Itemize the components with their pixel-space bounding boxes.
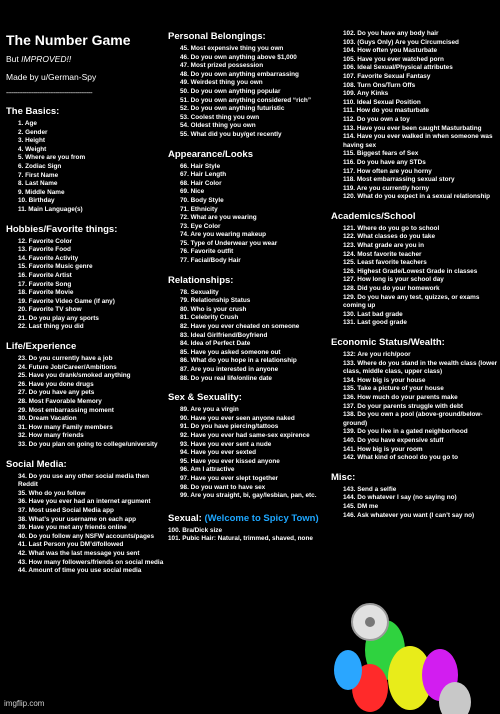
list-item: 82. Have you ever cheated on someone bbox=[180, 323, 300, 331]
list-item: 76. Favorite outfit bbox=[180, 248, 234, 256]
list-item: 42. What was the last message you sent bbox=[18, 549, 140, 557]
list-item: 72. What are you wearing bbox=[180, 214, 257, 222]
list-item: 130. Last bad grade bbox=[343, 310, 403, 318]
list-item: 123. What grade are you in bbox=[343, 242, 424, 250]
list-item: 13. Favorite Food bbox=[18, 246, 71, 254]
sections-left bbox=[6, 106, 164, 576]
list-item: 94. Have you ever sexted bbox=[180, 449, 257, 457]
column-left bbox=[6, 0, 164, 576]
list-item: 70. Body Style bbox=[180, 196, 224, 204]
section-title: Misc: bbox=[331, 471, 356, 483]
list-item: 119. Are you currently horny bbox=[343, 184, 430, 192]
list-item: 3. Height bbox=[18, 137, 45, 145]
list-item: 92. Have you ever had same-sex expirence bbox=[180, 431, 310, 439]
list-item: 12. Favorite Color bbox=[18, 237, 72, 245]
list-item: 91. Do you have piercing/tattoos bbox=[180, 423, 279, 431]
list-item: 30. Dream Vacation bbox=[18, 415, 77, 423]
list-item: 108. Turn Ons/Turn Offs bbox=[343, 81, 416, 89]
list-item: 6. Zodiac Sign bbox=[18, 162, 62, 170]
list-item: 5. Where are you from bbox=[18, 154, 86, 162]
section-title: Life/Experience bbox=[6, 341, 77, 353]
list-item: 115. Biggest fears of Sex bbox=[343, 150, 419, 158]
list-item: 105. Have you ever watched porn bbox=[343, 55, 444, 63]
list-item: 113. Have you ever been caught Masturbating bbox=[343, 124, 482, 132]
list-item: 78. Sexuality bbox=[180, 288, 219, 296]
section-title: Academics/School bbox=[331, 210, 416, 222]
list-item: 39. Have you met any friends online bbox=[18, 524, 127, 532]
list-item: 43. How many followers/friends on social media bbox=[18, 558, 164, 566]
list-item: 37. Most used Social Media app bbox=[18, 506, 114, 514]
list-item: 129. Do you have any test, quizzes, or exams coming up bbox=[343, 293, 480, 310]
list-item: 128. Did you do your homework bbox=[343, 285, 440, 293]
section-title: The Basics: bbox=[6, 106, 60, 117]
list-item: 46. Do you own anything above $1,000 bbox=[180, 53, 297, 61]
list-item: 95. Have you ever kissed anyone bbox=[180, 457, 280, 465]
list-item: 36. Have you ever had an internet argument bbox=[18, 498, 151, 506]
list-item: 79. Relationship Status bbox=[180, 297, 251, 305]
list-item: 96. Am I attractive bbox=[180, 466, 235, 474]
list-item: 4. Weight bbox=[18, 145, 47, 153]
list-item: 25. Have you drank/smoked anything bbox=[18, 372, 131, 380]
list-item: 55. What did you buy/get recently bbox=[180, 130, 282, 138]
list-item: 7. First Name bbox=[18, 171, 59, 179]
list-item: 132: Are you rich/poor bbox=[343, 351, 411, 358]
list-item: 83. Ideal Girlfriend/Boyfriend bbox=[180, 331, 268, 339]
list-item: 93. Have you ever sent a nude bbox=[180, 440, 272, 448]
list-item: 144. Do whatever I say (no saying no) bbox=[343, 494, 457, 502]
list-item: 67. Hair Length bbox=[180, 171, 227, 179]
list-item: 11. Main Language(s) bbox=[18, 205, 83, 213]
list-item: 126. Highest Grade/Lowest Grade in classes bbox=[343, 267, 478, 275]
sexual-items bbox=[168, 527, 328, 544]
list-item: 15. Favorite Music genre bbox=[18, 263, 93, 271]
list-item: 68. Hair Color bbox=[180, 179, 222, 187]
list-item: 32. How many friends bbox=[18, 432, 84, 440]
list-item: 87. Are you interested in anyone bbox=[180, 366, 279, 373]
list-item: 41. Last Person you DM’d/followed bbox=[18, 541, 124, 549]
list-item: 138. Do you own a pool (above-ground/below-ground) bbox=[343, 411, 483, 427]
list-item: 101. Pubic Hair: Natural, trimmed, shaved, none bbox=[168, 535, 313, 543]
list-item: 35. Who do you follow bbox=[18, 489, 86, 497]
list-item: 2. Gender bbox=[18, 128, 48, 136]
list-item: 103. (Guys Only) Are you Circumcised bbox=[343, 38, 459, 46]
list-item: 18. Favorite Movie bbox=[18, 289, 74, 297]
list-item: 98. Do you want to have sex bbox=[180, 483, 266, 491]
list-item: 50. Do you own anything popular bbox=[180, 87, 281, 95]
list-item: 66. Hair Style bbox=[180, 162, 221, 170]
list-item: 102. Do you have any body hair bbox=[343, 30, 439, 37]
list-item: 142. What kind of school do you go to bbox=[343, 454, 459, 462]
section-title: Hobbies/Favorite things: bbox=[6, 223, 118, 235]
list-item: 111. How do you masturbate bbox=[343, 107, 429, 115]
list-item: 14. Favorite Activity bbox=[18, 254, 79, 262]
list-item: 31. How many Family members bbox=[18, 423, 113, 431]
list-item: 140. Do you have expensive stuff bbox=[343, 436, 444, 444]
list-item: 71. Ethnicity bbox=[180, 205, 218, 213]
list-item: 69. Nice bbox=[180, 188, 205, 196]
list-item: 125. Least favorite teachers bbox=[343, 259, 427, 267]
list-item: 17. Favorite Song bbox=[18, 280, 72, 288]
list-item: 23. Do you currently have a job bbox=[18, 355, 113, 363]
list-item: 117. How often are you horny bbox=[343, 167, 432, 175]
list-item: 38. What’s your username on each app bbox=[18, 515, 137, 523]
divider-rule: ----------------------------------------------- bbox=[6, 90, 93, 97]
list-item: 122. What classes do you take bbox=[343, 233, 435, 241]
list-item: 89. Are you a virgin bbox=[180, 406, 239, 414]
list-item: 74. Are you wearing makeup bbox=[180, 231, 267, 239]
list-item: 86. What do you hope in a relationship bbox=[180, 357, 297, 365]
list-item: 24. Future Job/Career/Ambitions bbox=[18, 363, 117, 371]
list-item: 1. Age bbox=[18, 120, 37, 127]
column-right bbox=[331, 30, 498, 520]
author-credit: Made by u/German-Spy bbox=[6, 72, 97, 82]
list-item: 80. Who is your crush bbox=[180, 305, 247, 313]
list-item: 26. Have you done drugs bbox=[18, 380, 94, 388]
list-item: 97. Have you ever slept together bbox=[180, 474, 279, 482]
list-item: 99. Are you straight, bi, gay/lesbian, pan, etc. bbox=[180, 492, 317, 500]
list-item: 120. What do you expect in a sexual relationship bbox=[343, 193, 491, 201]
column-middle bbox=[168, 22, 328, 544]
list-item: 77. Facial/Body Hair bbox=[180, 257, 241, 265]
list-item: 139. Do you live in a gated neighborhood bbox=[343, 428, 468, 436]
list-item: 47. Most prized possession bbox=[180, 62, 264, 70]
list-item: 90. Have you ever seen anyone naked bbox=[180, 414, 295, 422]
list-item: 100. Bra/Dick size bbox=[168, 526, 222, 534]
list-item: 48. Do you own anything embarrassing bbox=[180, 70, 299, 78]
list-item: 45. Most expensive thing you own bbox=[180, 45, 284, 52]
list-item: 114. Have you ever walked in when someone was having sex bbox=[343, 133, 493, 149]
list-item: 81. Celebrity Crush bbox=[180, 314, 239, 322]
watermark: imgflip.com bbox=[4, 699, 45, 708]
list-item: 109. Any Kinks bbox=[343, 90, 389, 98]
list-item: 53. Coolest thing you own bbox=[180, 113, 260, 121]
section-title: Social Media: bbox=[6, 458, 67, 470]
list-item: 34. Do you use any other social media then Reddit bbox=[18, 472, 150, 489]
list-item: 141. How big is your room bbox=[343, 445, 423, 453]
list-item: 19. Favorite Video Game (if any) bbox=[18, 297, 115, 305]
list-item: 131. Last good grade bbox=[343, 319, 407, 327]
list-item: 136. How much do your parents make bbox=[343, 393, 458, 401]
section-title-sexual: Sexual: (Welcome to Spicy Town) bbox=[168, 512, 319, 524]
list-item: 27. Do you have any pets bbox=[18, 389, 95, 397]
sections-right bbox=[331, 30, 498, 520]
section-title: Appearance/Looks bbox=[168, 148, 253, 160]
list-item: 135. Take a picture of your house bbox=[343, 385, 444, 393]
list-item: 28. Most Favorable Memory bbox=[18, 398, 102, 406]
list-item: 143. Send a selfie bbox=[343, 485, 397, 493]
list-item: 104. How often you Masturbate bbox=[343, 47, 438, 55]
list-item: 124. Most favorite teacher bbox=[343, 250, 422, 258]
list-item: 44. Amount of time you use social media bbox=[18, 567, 142, 575]
list-item: 22. Last thing you did bbox=[18, 323, 84, 331]
list-item: 145. DM me bbox=[343, 502, 379, 510]
list-item: 121. Where do you go to school bbox=[343, 224, 440, 232]
list-item: 106. Ideal Sexual/Physical attributes bbox=[343, 64, 453, 72]
balloons-and-cd-sticker bbox=[330, 600, 500, 714]
list-item: 110. Ideal Sexual Position bbox=[343, 98, 421, 106]
list-item: 85. Have you asked someone out bbox=[180, 348, 281, 356]
list-item: 107. Favorite Sexual Fantasy bbox=[343, 72, 431, 80]
list-item: 133. Where do you stand in the wealth class (lower class, middle class, upper class) bbox=[343, 359, 498, 376]
list-item: 33. Do you plan on going to college/university bbox=[18, 441, 158, 448]
list-item: 75. Type of Underwear you wear bbox=[180, 239, 278, 247]
subtitle: But IMPROVED!! bbox=[6, 54, 72, 64]
section-title: Economic Status/Wealth: bbox=[331, 337, 445, 348]
list-item: 20. Favorite TV show bbox=[18, 306, 82, 314]
list-item: 127. How long is your school day bbox=[343, 276, 444, 284]
list-item: 84. Idea of Perfect Date bbox=[180, 340, 251, 348]
list-item: 52. Do you own anything futuristic bbox=[180, 105, 285, 113]
list-item: 73. Eye Color bbox=[180, 222, 221, 230]
list-item: 10. Birthday bbox=[18, 197, 55, 205]
list-item: 112. Do you own a toy bbox=[343, 115, 410, 123]
page-title: The Number Game bbox=[6, 32, 131, 48]
list-item: 21. Do you play any sports bbox=[18, 314, 99, 322]
list-item: 118. Most embarrassing sexual story bbox=[343, 176, 455, 184]
list-item: 40. Do you follow any NSFW accounts/pages bbox=[18, 532, 155, 540]
section-title: Sex & Sexuality: bbox=[168, 392, 242, 404]
list-item: 88. Do you real life/online date bbox=[180, 374, 272, 382]
section-title: Relationships: bbox=[168, 274, 234, 286]
spicy-town-highlight: (Welcome to Spicy Town) bbox=[204, 512, 319, 524]
section-title: Personal Belongings: bbox=[168, 31, 266, 42]
list-item: 137. Do your parents struggle with debt bbox=[343, 402, 464, 410]
list-item: 49. Weirdest thing you own bbox=[180, 79, 263, 87]
list-item: 134. How big is your house bbox=[343, 376, 426, 384]
list-item: 146. Ask whatever you want (I can’t say no) bbox=[343, 511, 475, 519]
list-item: 54. Oldest thing you own bbox=[180, 122, 256, 130]
list-item: 29. Most embarrassing moment bbox=[18, 406, 114, 414]
sections-middle bbox=[168, 31, 328, 501]
list-item: 51. Do you own anything considered “rich” bbox=[180, 96, 312, 104]
list-item: 116. Do you have any STDs bbox=[343, 158, 426, 166]
list-item: 9. Middle Name bbox=[18, 188, 65, 196]
list-item: 8. Last Name bbox=[18, 180, 58, 188]
list-item: 16. Favorite Artist bbox=[18, 271, 72, 279]
